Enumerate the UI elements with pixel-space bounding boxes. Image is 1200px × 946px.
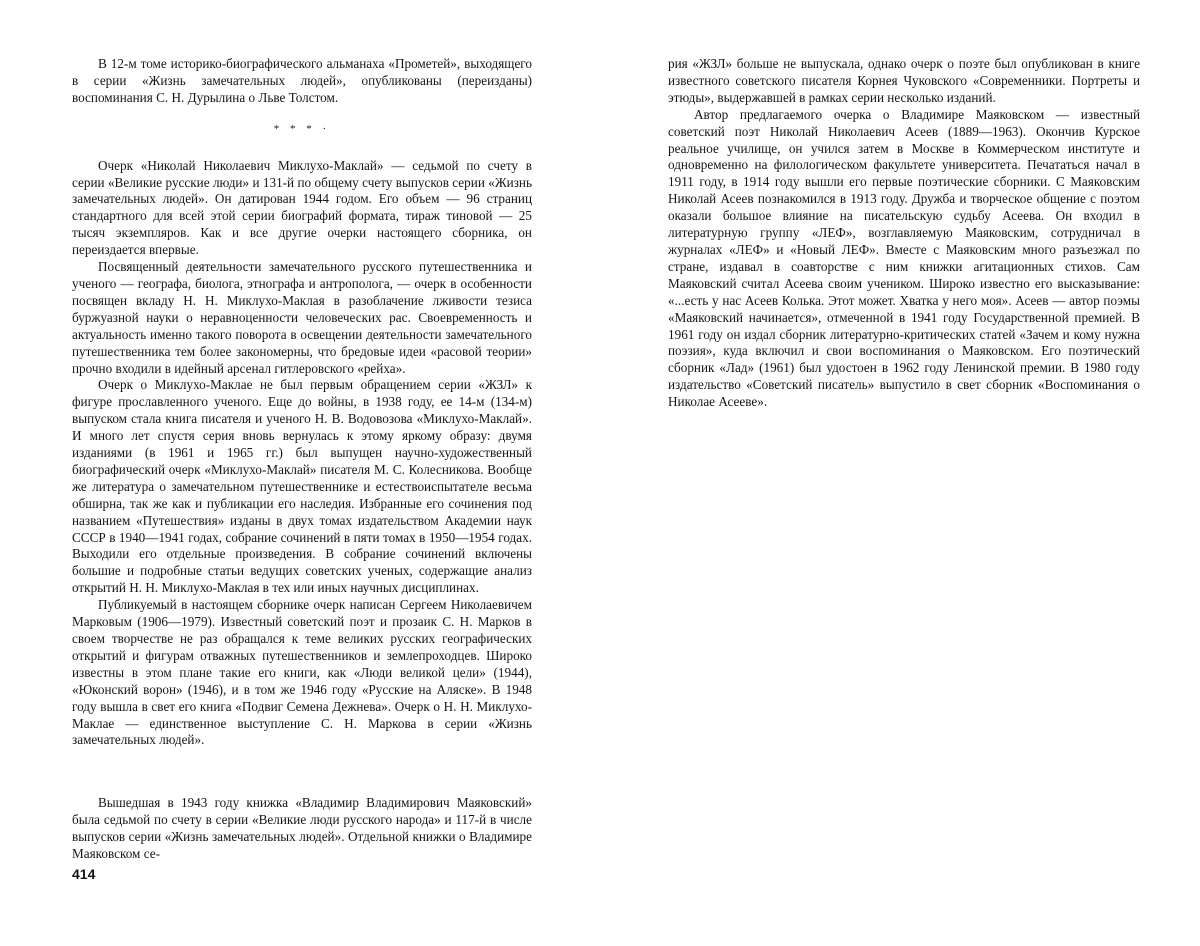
paragraph-prometheus-note: В 12-м томе историко-биографического альманаха «Прометей», выходящего в серии «Жизнь замечательных людей», опубликованы (переизданы) воспоминания С. Н. Дурылина о Льве Толстом. [72, 56, 532, 105]
paragraph-miklukho-literature: Очерк о Миклухо-Маклае не был первым обращением серии «ЖЗЛ» к фигуре прославленного ученого. Еще до войны, в 1938 году, ее 14-м (134-м) выпуском стала книга писателя и ученого Н. В. Водовозова «Миклухо-Маклай». И много лет спустя серия вновь вернулась к этому яркому образу: двумя изданиями (в 1961 и 1965 гг.) был выпущен научно-художественный биографический очерк «Миклухо-Маклай» писателя М. С. Колесникова. Вообще же литература о замечательном путешественнике и естествоиспытателе весьма обширна, так же как и публикации его наследия. Избранные его сочинения под названием «Путешествия» изданы в двух томах издательством Академии наук СССР в 1940—1941 годах, собрание сочинений в пяти томах в 1950—1954 годах. Выходили его отдельные произведения. В собрание сочинений включены большие и подробные статьи ведущих советских ученых, содержащие анализ открытий Н. Н. Миклухо-Маклая в тех или иных научных дисциплинах. [72, 377, 532, 596]
paragraph-aseev-author: Автор предлагаемого очерка о Владимире Маяковском — известный советский поэт Николай Николаевич Асеев (1889—1963). Окончив Курское реальное училище, он учился затем в Москве в Коммерческом институте и одновременно на филологическом факультете университета. Печататься начал в 1911 году, в 1914 году вышли его первые поэтические сборники. С Маяковским Николай Асеев познакомился в 1913 году. Дружба и творческое общение с поэтом оказали большое влияние на писательскую судьбу Асеева. Он входил в литературную группу «ЛЕФ», возглавляемую Маяковским, сотрудничал в журналах «ЛЕФ» и «Новый ЛЕФ». Вместе с Маяковским много разъезжал по стране, издавал в соавторстве с ним книжки агитационных стихов. Сам Маяковский считал Асеева своим учеником. Широко известно его высказывание: «...есть у нас Асеев Колька. Этот может. Хватка у него моя». Асеев — автор поэмы «Маяковский начинается», отмеченной в 1941 году Государственной премией. В 1961 году он издал сборник литературно-критических статей «Зачем и кому нужна поэзия», куда включил и свои воспоминания о Маяковском. Его поэтический сборник «Лад» (1961) был удостоен в 1962 году Ленинской премии. В 1980 году издательство «Советский писатель» выпустило в свет сборник «Воспоминания о Николае Асееве». [668, 106, 1140, 410]
section-separator: * * * · [273, 122, 331, 135]
paragraph-miklukho-intro: Очерк «Николай Николаевич Миклухо-Маклай» — седьмой по счету в серии «Великие русские люди» и 131-й по общему счету выпусков серии «Жизнь замечательных людей». Он датирован 1944 годом. Его объем — 96 страниц стандартного для всей этой серии биографий формата, тираж тиновой — 25 тысяч экземпляров. Как и все другие очерки настоящего сборника, он переиздается впервые. [72, 157, 532, 258]
paragraph-miklukho-theme: Посвященный деятельности замечательного русского путешественника и ученого — географа, биолога, этнографа и антрополога, — очерк в особенности посвящен вкладу Н. Н. Миклухо-Маклая в разоблачение лживости тезиса буржуазной науки о неравноценности человеческих рас. Своевременность и актуальность именно такого поворота в освещении деятельности замечательного путешественника тем более закономерны, что бредовые идеи «расовой теории» прочно входили в идейный арсенал гитлеровского «рейха». [72, 259, 532, 376]
right-column [668, 56, 1140, 411]
left-column [72, 56, 532, 863]
paragraph-gap [72, 749, 532, 795]
paragraph-mayakovsky-intro: Вышедшая в 1943 году книжка «Владимир Владимирович Маяковский» была седьмой по счету в серии «Великие люди русского народа» и 117-й в числе выпусков серии «Жизнь замечательных людей». Отдельной книжки о Владимире Маяковском се- [72, 795, 532, 862]
page-number: 414 [72, 866, 96, 882]
paragraph-markov-author: Публикуемый в настоящем сборнике очерк написан Сергеем Николаевичем Марковым (1906—1979). Известный советский поэт и прозаик С. Н. Марков в своем творчестве не раз обращался к теме великих русских географических открытий и фигурам отважных путешественников и землепроходцев. Широко известны в этом плане такие его книги, как «Люди великой цели» (1944), «Юконский ворон» (1946), и в том же 1946 году «Русские на Аляске». В 1948 году вышла в свет его книга «Подвиг Семена Дежнева». Очерк о Н. Н. Миклухо-Маклае — единственное выступление С. Н. Маркова в серии «Жизнь замечательных людей». [72, 597, 532, 748]
paragraph-mayakovsky-continued: рия «ЖЗЛ» больше не выпускала, однако очерк о поэте был опубликован в книге известного советского писателя Корнея Чуковского «Современники. Портреты и этюды», выдержавшей в рамках серии несколько изданий. [668, 56, 1140, 105]
